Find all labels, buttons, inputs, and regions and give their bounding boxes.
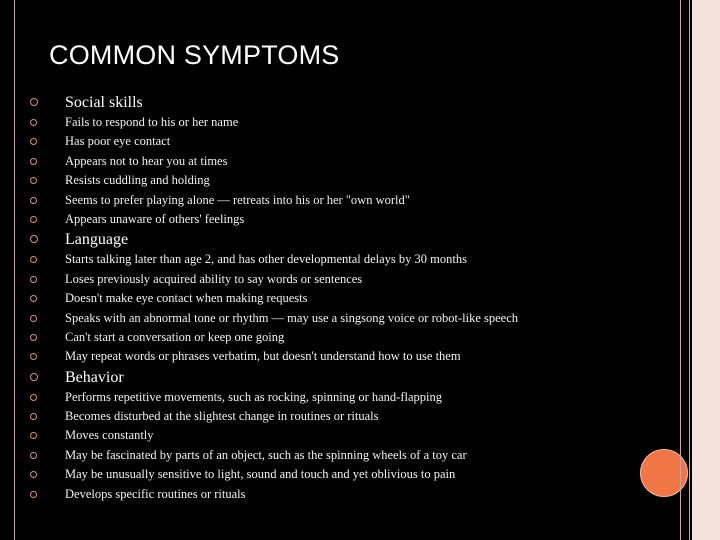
list-item: May be fascinated by parts of an object, such as the spinning wheels of a toy car [30,446,630,465]
section-heading: Behavior [30,367,630,388]
list-item: Doesn't make eye contact when making requests [30,289,630,308]
list-item: Starts talking later than age 2, and has other developmental delays by 30 months [30,250,630,269]
bullet-content [30,92,630,504]
list-item: Develops specific routines or rituals [30,485,630,504]
list-item: May repeat words or phrases verbatim, but doesn't understand how to use them [30,347,630,366]
list-item: Seems to prefer playing alone — retreats into his or her "own world" [30,191,630,210]
list-item: Appears not to hear you at times [30,152,630,171]
list-item: Loses previously acquired ability to say words or sentences [30,270,630,289]
list-item: Fails to respond to his or her name [30,113,630,132]
frame-line-right-outer [689,0,690,540]
section-heading: Social skills [30,92,630,113]
section-social-skills [30,92,630,229]
list-item: Resists cuddling and holding [30,171,630,190]
section-heading: Language [30,229,630,250]
list-item: Becomes disturbed at the slightest change in routines or rituals [30,407,630,426]
slide-title: COMMON SYMPTOMS [49,40,340,70]
list-item: Speaks with an abnormal tone or rhythm — may use a singsong voice or robot-like speech [30,309,630,328]
section-behavior [30,367,630,504]
frame-line-left [14,0,15,540]
section-language [30,229,630,366]
list-item: Appears unaware of others' feelings [30,210,630,229]
list-item: Moves constantly [30,426,630,445]
frame-line-right-inner [680,0,681,540]
list-item: Performs repetitive movements, such as rocking, spinning or hand-flapping [30,388,630,407]
list-item: May be unusually sensitive to light, sound and touch and yet oblivious to pain [30,465,630,484]
list-item: Can't start a conversation or keep one going [30,328,630,347]
list-item: Has poor eye contact [30,132,630,151]
